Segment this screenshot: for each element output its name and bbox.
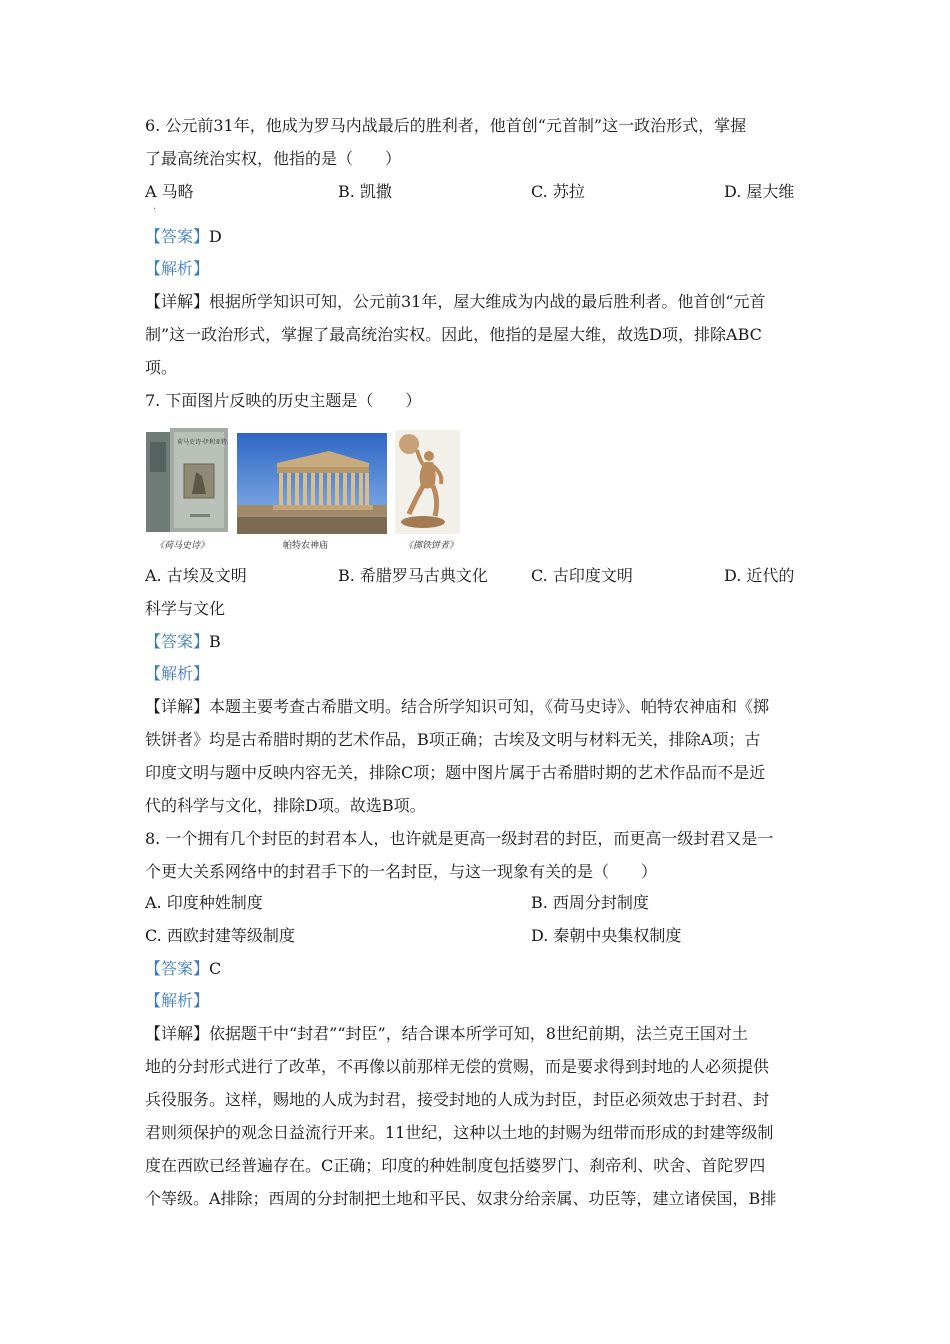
statue-icon [395,430,460,534]
q6-detail-line-1: 【详解】根据所学知识可知，公元前31年，屋大维成为内战的最后胜利者。他首创“元首 [145,292,766,311]
answer-label: 【答案】 [145,632,210,651]
q7-detail-line-4: 代的科学与文化，排除D项。故选B项。 [145,796,426,815]
q6-option-c: C. 苏拉 [531,182,585,201]
q8-option-b: B. 西周分封制度 [531,893,649,912]
q8-detail-line-5: 度在西欧已经普遍存在。C正确；印度的种姓制度包括婆罗门、刹帝利、吠舍、首陀罗四 [145,1156,766,1175]
book-icon [146,428,228,534]
answer-label: 【答案】 [145,959,210,978]
answer-label: 【答案】 [145,227,210,246]
q6-answer [145,226,222,248]
q7-option-a: A. 古埃及文明 [145,566,247,585]
q7-detail-line-3: 印度文明与题中反映内容无关，排除C项；题中图片属于古希腊时期的艺术作品而不是近 [145,763,766,782]
q6-detail-line-2: 制”这一政治形式，掌握了最高统治实权。因此，他指的是屋大维，故选D项，排除ABC [145,325,762,344]
q6-option-a: A 马略 [145,182,194,201]
q8-answer [145,958,221,980]
image-caption-parthenon: 帕特农神庙 [283,541,329,551]
answer-value: C [209,959,222,978]
image-caption-homer: 《荷马史诗》 [155,541,210,551]
q7-stem: 7. 下面图片反映的历史主题是（ ） [145,391,422,410]
q8-detail-line-6: 个等级。A排除；西周的分封制把土地和平民、奴隶分给亲属、功臣等，建立诸侯国，B排 [145,1189,777,1208]
q8-detail-line-2: 地的分封形式进行了改革，不再像以前那样无偿的赏赐，而是要求得到封地的人必须提供 [145,1057,770,1076]
answer-value: B [209,632,221,651]
q7-option-b: B. 希腊罗马古典文化 [338,566,488,585]
q8-option-d: D. 秦朝中央集权制度 [531,926,682,945]
q7-detail-line-1: 【详解】本题主要考查古希腊文明。结合所学知识可知，《荷马史诗》、帕特农神庙和《掷 [145,697,770,716]
q8-detail-line-4: 君则须保护的观念日益流行开来。11世纪，这种以土地的封赐为纽带而形成的封建等级制 [145,1123,774,1142]
q7-detail-line-2: 铁饼者》均是古希腊时期的艺术作品，B项正确；古埃及文明与材料无关，排除A项；古 [145,730,761,749]
q6-option-b: B. 凯撒 [338,182,392,201]
q8-stem-line-2: 个更大关系网络中的封君手下的一名封臣，与这一现象有关的是（ ） [145,862,658,881]
q8-detail-line-1: 【详解】依据题干中“封君”“封臣”，结合课本所学可知，8世纪前期，法兰克王国对土 [145,1024,748,1043]
q6-stem-line-1: 6. 公元前31年，他成为罗马内战最后的胜利者，他首创“元首制”这一政治形式，掌握 [145,116,747,135]
q6-option-d: D. 屋大维 [724,182,795,201]
q7-analysis-label: 【解析】 [145,664,210,683]
q8-stem-line-1: 8. 一个拥有几个封臣的封君本人，也许就是更高一级封君的封臣，而更高一级封君又是一 [145,829,774,848]
q8-option-a: A. 印度种姓制度 [145,893,263,912]
q8-option-c: C. 西欧封建等级制度 [145,926,295,945]
q6-detail-line-3: 项。 [145,358,178,377]
book-title: 荷马史诗·伊利亚特 [177,439,227,446]
q7-option-d-continued: 科学与文化 [145,599,226,618]
stray-mark: · [153,204,157,215]
q6-stem-line-2: 了最高统治实权，他指的是（ ） [145,149,402,168]
q7-option-d: D. 近代的 [724,566,795,585]
q7-option-c: C. 古印度文明 [531,566,633,585]
temple-icon [237,433,387,534]
answer-value: D [209,227,222,246]
q7-answer [145,631,221,653]
image-caption-discobolus: 《掷铁饼者》 [404,541,459,551]
q8-analysis-label: 【解析】 [145,991,210,1010]
q8-detail-line-3: 兵役服务。这样，赐地的人成为封君，接受封地的人成为封臣，封臣必须效忠于封君、封 [145,1090,770,1109]
q6-analysis-label: 【解析】 [145,259,210,278]
